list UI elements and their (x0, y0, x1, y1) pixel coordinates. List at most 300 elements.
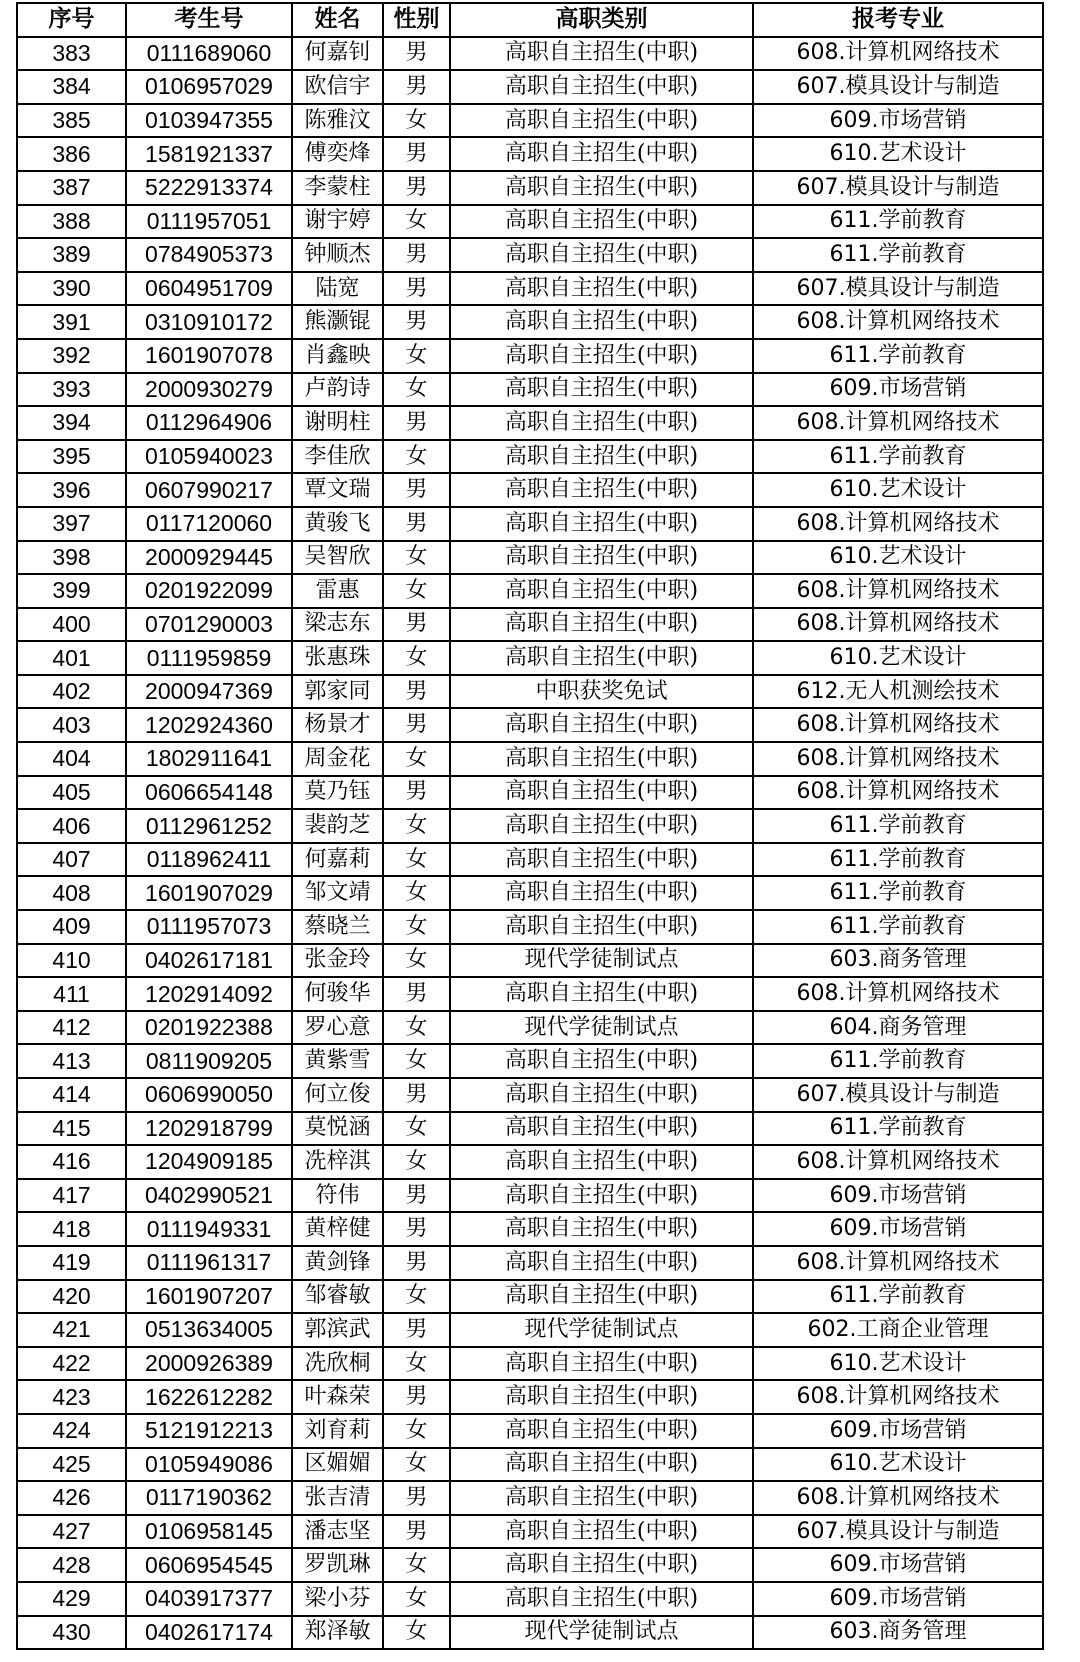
header-seq: 序号 (17, 3, 126, 37)
cell-category: 高职自主招生(中职) (450, 809, 753, 843)
cell-major: 609.市场营销 (753, 1414, 1043, 1448)
cell-exam-id: 0811909205 (126, 1044, 292, 1078)
cell-major: 608.计算机网络技术 (753, 406, 1043, 440)
cell-name: 周金花 (292, 742, 383, 776)
cell-exam-id: 0402990521 (126, 1179, 292, 1213)
cell-exam-id: 2000930279 (126, 373, 292, 407)
cell-category: 高职自主招生(中职) (450, 339, 753, 373)
cell-major: 611.学前教育 (753, 205, 1043, 239)
cell-gender: 男 (383, 305, 450, 339)
cell-gender: 男 (383, 137, 450, 171)
cell-name: 邹睿敏 (292, 1280, 383, 1314)
cell-name: 梁志东 (292, 608, 383, 642)
cell-gender: 女 (383, 944, 450, 978)
cell-gender: 男 (383, 1380, 450, 1414)
cell-exam-id: 1202924360 (126, 708, 292, 742)
cell-name: 刘育莉 (292, 1414, 383, 1448)
cell-gender: 男 (383, 776, 450, 810)
cell-seq: 410 (17, 944, 126, 978)
cell-name: 张吉清 (292, 1481, 383, 1515)
cell-seq: 387 (17, 171, 126, 205)
table-row (17, 171, 1043, 205)
cell-major: 609.市场营销 (753, 1582, 1043, 1616)
cell-major: 608.计算机网络技术 (753, 507, 1043, 541)
cell-seq: 386 (17, 137, 126, 171)
cell-major: 611.学前教育 (753, 1112, 1043, 1146)
table-row (17, 1582, 1043, 1616)
cell-exam-id: 1202914092 (126, 977, 292, 1011)
cell-name: 冼欣桐 (292, 1347, 383, 1381)
cell-seq: 428 (17, 1548, 126, 1582)
cell-seq: 421 (17, 1313, 126, 1347)
cell-seq: 397 (17, 507, 126, 541)
table-row (17, 910, 1043, 944)
cell-gender: 女 (383, 440, 450, 474)
table-row (17, 104, 1043, 138)
cell-category: 高职自主招生(中职) (450, 1112, 753, 1146)
cell-major: 611.学前教育 (753, 843, 1043, 877)
cell-major: 608.计算机网络技术 (753, 608, 1043, 642)
table-row (17, 305, 1043, 339)
cell-seq: 407 (17, 843, 126, 877)
cell-category: 高职自主招生(中职) (450, 1145, 753, 1179)
cell-seq: 385 (17, 104, 126, 138)
cell-name: 熊灏锟 (292, 305, 383, 339)
cell-exam-id: 0606990050 (126, 1078, 292, 1112)
table-row (17, 809, 1043, 843)
cell-gender: 女 (383, 1548, 450, 1582)
table-row (17, 641, 1043, 675)
cell-category: 高职自主招生(中职) (450, 205, 753, 239)
cell-seq: 393 (17, 373, 126, 407)
cell-category: 高职自主招生(中职) (450, 1280, 753, 1314)
cell-major: 610.艺术设计 (753, 1347, 1043, 1381)
table-row (17, 507, 1043, 541)
table-row (17, 1280, 1043, 1314)
cell-category: 高职自主招生(中职) (450, 1548, 753, 1582)
cell-name: 李佳欣 (292, 440, 383, 474)
cell-name: 肖鑫映 (292, 339, 383, 373)
table-row (17, 1212, 1043, 1246)
cell-exam-id: 0117190362 (126, 1481, 292, 1515)
cell-name: 何立俊 (292, 1078, 383, 1112)
cell-name: 罗心意 (292, 1011, 383, 1045)
cell-exam-id: 0111957073 (126, 910, 292, 944)
cell-major: 610.艺术设计 (753, 137, 1043, 171)
cell-exam-id: 1581921337 (126, 137, 292, 171)
cell-exam-id: 0111959859 (126, 641, 292, 675)
cell-gender: 女 (383, 809, 450, 843)
cell-category: 高职自主招生(中职) (450, 305, 753, 339)
table-row (17, 541, 1043, 575)
cell-gender: 男 (383, 70, 450, 104)
cell-gender: 女 (383, 1448, 450, 1482)
cell-category: 现代学徒制试点 (450, 1313, 753, 1347)
cell-gender: 男 (383, 1481, 450, 1515)
cell-major: 608.计算机网络技术 (753, 977, 1043, 1011)
cell-category: 高职自主招生(中职) (450, 473, 753, 507)
cell-exam-id: 1802911641 (126, 742, 292, 776)
cell-major: 608.计算机网络技术 (753, 742, 1043, 776)
cell-category: 高职自主招生(中职) (450, 104, 753, 138)
cell-gender: 女 (383, 1011, 450, 1045)
table-row (17, 406, 1043, 440)
cell-gender: 女 (383, 641, 450, 675)
cell-name: 李蒙柱 (292, 171, 383, 205)
cell-exam-id: 0606954545 (126, 1548, 292, 1582)
cell-name: 谢明柱 (292, 406, 383, 440)
table-row (17, 238, 1043, 272)
cell-name: 叶森荣 (292, 1380, 383, 1414)
cell-category: 高职自主招生(中职) (450, 843, 753, 877)
cell-major: 610.艺术设计 (753, 473, 1043, 507)
cell-gender: 女 (383, 541, 450, 575)
table-row (17, 1616, 1043, 1650)
cell-exam-id: 0310910172 (126, 305, 292, 339)
cell-seq: 430 (17, 1616, 126, 1650)
cell-category: 高职自主招生(中职) (450, 507, 753, 541)
table-row (17, 944, 1043, 978)
cell-exam-id: 1601907078 (126, 339, 292, 373)
cell-name: 蔡晓兰 (292, 910, 383, 944)
cell-exam-id: 1202918799 (126, 1112, 292, 1146)
cell-gender: 男 (383, 675, 450, 709)
cell-category: 高职自主招生(中职) (450, 608, 753, 642)
cell-category: 高职自主招生(中职) (450, 641, 753, 675)
cell-major: 609.市场营销 (753, 1179, 1043, 1213)
cell-category: 高职自主招生(中职) (450, 137, 753, 171)
table-row (17, 977, 1043, 1011)
cell-exam-id: 0117120060 (126, 507, 292, 541)
cell-name: 裴韵芝 (292, 809, 383, 843)
cell-category: 高职自主招生(中职) (450, 70, 753, 104)
cell-major: 607.模具设计与制造 (753, 171, 1043, 205)
cell-seq: 392 (17, 339, 126, 373)
cell-seq: 413 (17, 1044, 126, 1078)
cell-category: 高职自主招生(中职) (450, 1481, 753, 1515)
cell-category: 高职自主招生(中职) (450, 876, 753, 910)
cell-seq: 404 (17, 742, 126, 776)
cell-gender: 男 (383, 507, 450, 541)
cell-seq: 395 (17, 440, 126, 474)
cell-major: 611.学前教育 (753, 876, 1043, 910)
admission-table (16, 2, 1044, 1650)
cell-gender: 男 (383, 473, 450, 507)
cell-exam-id: 0606654148 (126, 776, 292, 810)
cell-major: 608.计算机网络技术 (753, 1380, 1043, 1414)
cell-major: 604.商务管理 (753, 1011, 1043, 1045)
cell-seq: 415 (17, 1112, 126, 1146)
cell-gender: 女 (383, 373, 450, 407)
cell-seq: 423 (17, 1380, 126, 1414)
cell-category: 高职自主招生(中职) (450, 910, 753, 944)
cell-seq: 427 (17, 1515, 126, 1549)
cell-exam-id: 2000929445 (126, 541, 292, 575)
cell-major: 609.市场营销 (753, 1212, 1043, 1246)
cell-seq: 396 (17, 473, 126, 507)
cell-category: 高职自主招生(中职) (450, 272, 753, 306)
cell-gender: 男 (383, 37, 450, 71)
cell-seq: 391 (17, 305, 126, 339)
table-row (17, 1347, 1043, 1381)
cell-major: 608.计算机网络技术 (753, 1481, 1043, 1515)
table-row (17, 1179, 1043, 1213)
cell-seq: 394 (17, 406, 126, 440)
cell-exam-id: 0112964906 (126, 406, 292, 440)
cell-exam-id: 0604951709 (126, 272, 292, 306)
cell-exam-id: 0111689060 (126, 37, 292, 71)
table-row (17, 205, 1043, 239)
table-row (17, 1380, 1043, 1414)
cell-gender: 女 (383, 1145, 450, 1179)
cell-exam-id: 1204909185 (126, 1145, 292, 1179)
cell-seq: 398 (17, 541, 126, 575)
cell-major: 611.学前教育 (753, 1280, 1043, 1314)
table-row (17, 742, 1043, 776)
table-row (17, 440, 1043, 474)
cell-category: 高职自主招生(中职) (450, 1078, 753, 1112)
cell-gender: 男 (383, 238, 450, 272)
cell-gender: 男 (383, 977, 450, 1011)
cell-name: 雷惠 (292, 574, 383, 608)
cell-category: 高职自主招生(中职) (450, 1515, 753, 1549)
cell-major: 609.市场营销 (753, 104, 1043, 138)
cell-gender: 男 (383, 1078, 450, 1112)
cell-category: 高职自主招生(中职) (450, 238, 753, 272)
cell-seq: 429 (17, 1582, 126, 1616)
cell-seq: 400 (17, 608, 126, 642)
cell-exam-id: 0106958145 (126, 1515, 292, 1549)
cell-exam-id: 5121912213 (126, 1414, 292, 1448)
cell-exam-id: 0105940023 (126, 440, 292, 474)
cell-seq: 406 (17, 809, 126, 843)
cell-gender: 男 (383, 708, 450, 742)
cell-exam-id: 1601907029 (126, 876, 292, 910)
cell-major: 610.艺术设计 (753, 541, 1043, 575)
cell-exam-id: 0105949086 (126, 1448, 292, 1482)
cell-name: 冼梓淇 (292, 1145, 383, 1179)
cell-exam-id: 0784905373 (126, 238, 292, 272)
cell-gender: 女 (383, 205, 450, 239)
table-row (17, 1011, 1043, 1045)
cell-exam-id: 0118962411 (126, 843, 292, 877)
cell-name: 何骏华 (292, 977, 383, 1011)
cell-category: 高职自主招生(中职) (450, 1044, 753, 1078)
table-row (17, 1044, 1043, 1078)
table-row (17, 137, 1043, 171)
table-row (17, 1414, 1043, 1448)
cell-gender: 男 (383, 1313, 450, 1347)
table-row (17, 70, 1043, 104)
cell-gender: 女 (383, 1414, 450, 1448)
table-row (17, 1246, 1043, 1280)
table-row (17, 1515, 1043, 1549)
cell-category: 高职自主招生(中职) (450, 440, 753, 474)
cell-seq: 399 (17, 574, 126, 608)
cell-category: 高职自主招生(中职) (450, 708, 753, 742)
cell-major: 611.学前教育 (753, 339, 1043, 373)
cell-exam-id: 0402617181 (126, 944, 292, 978)
admission-list-sheet (16, 2, 1044, 1650)
cell-name: 陆宽 (292, 272, 383, 306)
cell-seq: 418 (17, 1212, 126, 1246)
cell-exam-id: 0513634005 (126, 1313, 292, 1347)
cell-major: 607.模具设计与制造 (753, 70, 1043, 104)
cell-category: 高职自主招生(中职) (450, 1179, 753, 1213)
cell-gender: 女 (383, 876, 450, 910)
table-row (17, 876, 1043, 910)
cell-category: 现代学徒制试点 (450, 944, 753, 978)
cell-gender: 男 (383, 1515, 450, 1549)
cell-seq: 424 (17, 1414, 126, 1448)
table-body (17, 37, 1043, 1650)
cell-major: 608.计算机网络技术 (753, 1246, 1043, 1280)
cell-seq: 401 (17, 641, 126, 675)
cell-name: 莫乃钰 (292, 776, 383, 810)
cell-major: 603.商务管理 (753, 944, 1043, 978)
cell-name: 郭家同 (292, 675, 383, 709)
cell-category: 高职自主招生(中职) (450, 1582, 753, 1616)
cell-major: 611.学前教育 (753, 910, 1043, 944)
cell-major: 608.计算机网络技术 (753, 1145, 1043, 1179)
table-row (17, 37, 1043, 71)
table-row (17, 339, 1043, 373)
cell-gender: 男 (383, 272, 450, 306)
header-category: 高职类别 (450, 3, 753, 37)
cell-major: 611.学前教育 (753, 1044, 1043, 1078)
cell-gender: 女 (383, 910, 450, 944)
cell-category: 高职自主招生(中职) (450, 541, 753, 575)
cell-name: 陈雅汶 (292, 104, 383, 138)
cell-major: 608.计算机网络技术 (753, 574, 1043, 608)
cell-category: 高职自主招生(中职) (450, 1246, 753, 1280)
cell-name: 区媚媚 (292, 1448, 383, 1482)
cell-seq: 408 (17, 876, 126, 910)
cell-major: 607.模具设计与制造 (753, 1515, 1043, 1549)
table-row (17, 1548, 1043, 1582)
cell-name: 郭滨武 (292, 1313, 383, 1347)
cell-name: 钟顺杰 (292, 238, 383, 272)
cell-exam-id: 0607990217 (126, 473, 292, 507)
cell-name: 何嘉莉 (292, 843, 383, 877)
table-row (17, 708, 1043, 742)
cell-name: 杨景才 (292, 708, 383, 742)
cell-name: 潘志坚 (292, 1515, 383, 1549)
table-row (17, 776, 1043, 810)
cell-category: 现代学徒制试点 (450, 1616, 753, 1650)
cell-name: 郑泽敏 (292, 1616, 383, 1650)
cell-name: 张惠珠 (292, 641, 383, 675)
table-row (17, 1078, 1043, 1112)
cell-name: 黄剑锋 (292, 1246, 383, 1280)
cell-category: 高职自主招生(中职) (450, 171, 753, 205)
cell-seq: 402 (17, 675, 126, 709)
cell-exam-id: 0701290003 (126, 608, 292, 642)
header-gender: 性别 (383, 3, 450, 37)
cell-major: 602.工商企业管理 (753, 1313, 1043, 1347)
header-name: 姓名 (292, 3, 383, 37)
cell-gender: 女 (383, 574, 450, 608)
cell-category: 高职自主招生(中职) (450, 574, 753, 608)
cell-exam-id: 0201922388 (126, 1011, 292, 1045)
cell-name: 黄骏飞 (292, 507, 383, 541)
cell-category: 高职自主招生(中职) (450, 776, 753, 810)
table-row (17, 1112, 1043, 1146)
cell-major: 609.市场营销 (753, 1548, 1043, 1582)
cell-exam-id: 0112961252 (126, 809, 292, 843)
cell-exam-id: 1622612282 (126, 1380, 292, 1414)
cell-seq: 412 (17, 1011, 126, 1045)
cell-name: 梁小芬 (292, 1582, 383, 1616)
cell-major: 608.计算机网络技术 (753, 708, 1043, 742)
cell-seq: 419 (17, 1246, 126, 1280)
cell-gender: 男 (383, 406, 450, 440)
cell-name: 符伟 (292, 1179, 383, 1213)
cell-gender: 女 (383, 1112, 450, 1146)
cell-name: 欧信宇 (292, 70, 383, 104)
cell-seq: 426 (17, 1481, 126, 1515)
cell-name: 谢宇婷 (292, 205, 383, 239)
cell-category: 高职自主招生(中职) (450, 373, 753, 407)
cell-seq: 388 (17, 205, 126, 239)
table-header-row (17, 3, 1043, 37)
cell-seq: 390 (17, 272, 126, 306)
cell-category: 高职自主招生(中职) (450, 1380, 753, 1414)
cell-gender: 男 (383, 1212, 450, 1246)
cell-gender: 男 (383, 1246, 450, 1280)
table-row (17, 373, 1043, 407)
cell-major: 612.无人机测绘技术 (753, 675, 1043, 709)
cell-gender: 女 (383, 1280, 450, 1314)
cell-seq: 384 (17, 70, 126, 104)
cell-seq: 409 (17, 910, 126, 944)
cell-category: 高职自主招生(中职) (450, 406, 753, 440)
cell-name: 吴智欣 (292, 541, 383, 575)
cell-name: 邹文靖 (292, 876, 383, 910)
table-row (17, 1145, 1043, 1179)
cell-seq: 383 (17, 37, 126, 71)
header-major: 报考专业 (753, 3, 1043, 37)
table-row (17, 1481, 1043, 1515)
cell-name: 罗凯琳 (292, 1548, 383, 1582)
cell-gender: 男 (383, 1179, 450, 1213)
cell-category: 高职自主招生(中职) (450, 1448, 753, 1482)
table-row (17, 843, 1043, 877)
cell-major: 608.计算机网络技术 (753, 776, 1043, 810)
cell-name: 黄紫雪 (292, 1044, 383, 1078)
cell-major: 610.艺术设计 (753, 1448, 1043, 1482)
table-row (17, 675, 1043, 709)
cell-seq: 403 (17, 708, 126, 742)
cell-category: 高职自主招生(中职) (450, 1347, 753, 1381)
cell-major: 608.计算机网络技术 (753, 37, 1043, 71)
table-row (17, 272, 1043, 306)
cell-major: 611.学前教育 (753, 440, 1043, 474)
cell-exam-id: 0111957051 (126, 205, 292, 239)
cell-gender: 女 (383, 104, 450, 138)
cell-seq: 414 (17, 1078, 126, 1112)
cell-major: 611.学前教育 (753, 809, 1043, 843)
cell-name: 覃文瑞 (292, 473, 383, 507)
cell-major: 611.学前教育 (753, 238, 1043, 272)
cell-exam-id: 0201922099 (126, 574, 292, 608)
cell-exam-id: 5222913374 (126, 171, 292, 205)
cell-category: 高职自主招生(中职) (450, 1212, 753, 1246)
cell-seq: 425 (17, 1448, 126, 1482)
cell-name: 何嘉钊 (292, 37, 383, 71)
table-row (17, 473, 1043, 507)
cell-gender: 女 (383, 742, 450, 776)
